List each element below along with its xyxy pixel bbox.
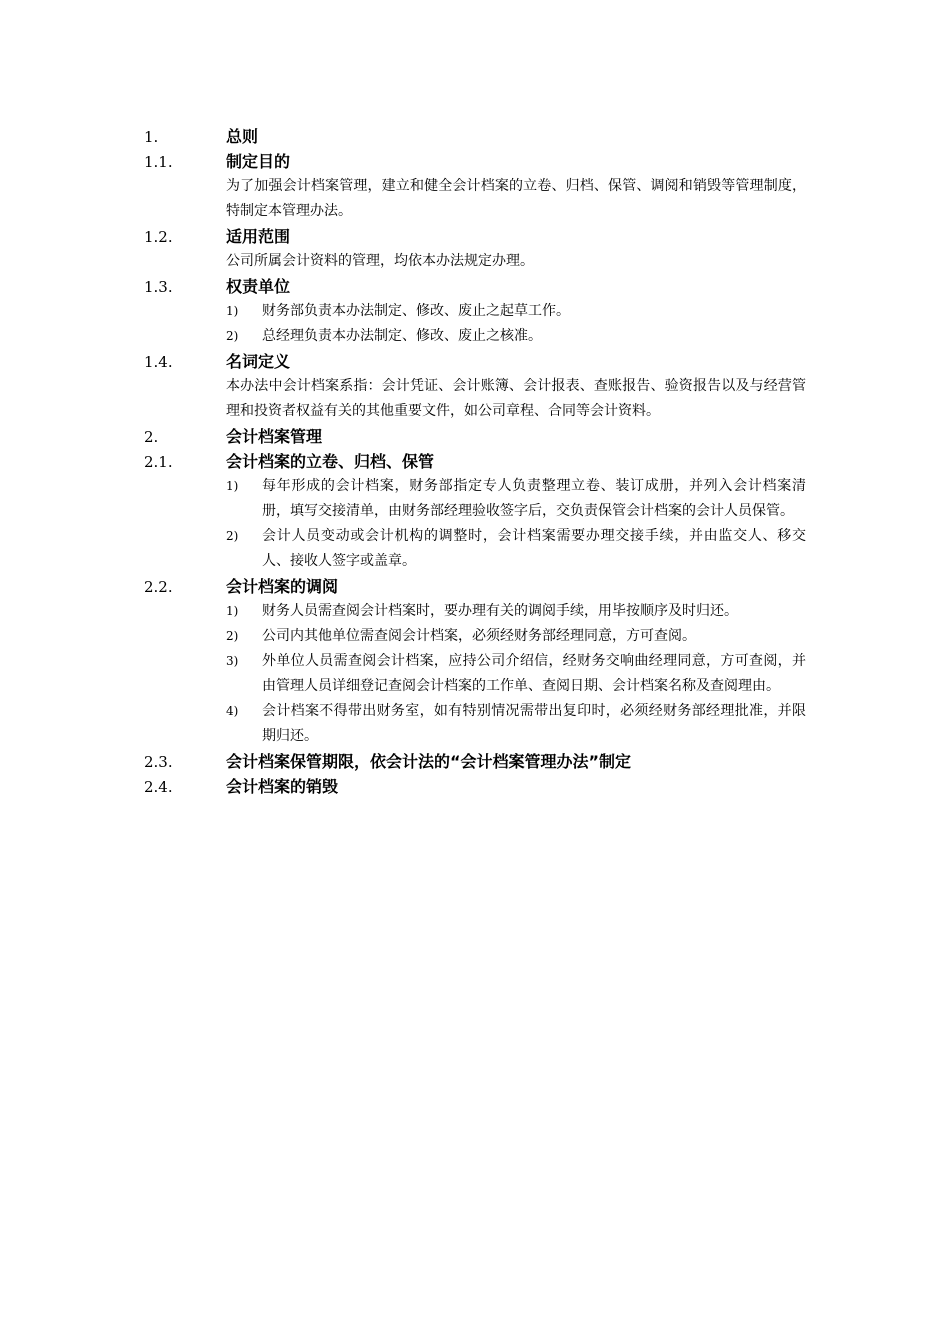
paragraph-purpose: 为了加强会计档案管理，建立和健全会计档案的立卷、归档、保管、调阅和销毁等管理制度，特制定本管理办法。: [226, 178, 806, 219]
responsibility-list: [226, 299, 806, 349]
list-item: [226, 599, 806, 624]
retrieval-list: [226, 599, 806, 749]
subsection-heading-1-4: [144, 349, 806, 374]
section-heading-2: [144, 424, 806, 449]
list-text: 财务部负责本办法制定、修改、废止之起草工作。: [262, 303, 570, 319]
list-item: [226, 324, 806, 349]
subsection-number: 2.4.: [144, 778, 173, 796]
list-marker: 4): [226, 704, 239, 718]
section-number: 1.: [144, 128, 159, 146]
subsection-number: 1.4.: [144, 353, 173, 371]
subsection-heading-1-1: [144, 149, 806, 174]
paragraph-scope: 公司所属会计资料的管理，均依本办法规定办理。: [226, 253, 534, 269]
list-text: 会计人员变动或会计机构的调整时，会计档案需要办理交接手续，并由监交人、移交人、接收人签字或盖章。: [262, 528, 806, 569]
list-marker: 1): [226, 479, 239, 493]
list-item: [226, 649, 806, 699]
list-marker: 2): [226, 629, 239, 643]
list-text: 财务人员需查阅会计档案时，要办理有关的调阅手续，用毕按顺序及时归还。: [262, 603, 738, 619]
list-marker: 1): [226, 604, 239, 618]
subsection-number: 2.2.: [144, 578, 173, 596]
list-marker: 2): [226, 329, 239, 343]
section-title: 会计档案管理: [226, 427, 323, 446]
list-text: 每年形成的会计档案，财务部指定专人负责整理立卷、装订成册，并列入会计档案清册，填写交接清单，由财务部经理验收签字后，交负责保管会计档案的会计人员保管。: [262, 478, 806, 519]
subsection-title: 权责单位: [226, 277, 291, 296]
section-number: 2.: [144, 428, 159, 446]
subsection-heading-1-3: [144, 274, 806, 299]
list-marker: 2): [226, 529, 239, 543]
list-text: 会计档案不得带出财务室，如有特别情况需带出复印时，必须经财务部经理批准，并限期归还。: [262, 703, 806, 744]
list-item: [226, 524, 806, 574]
subsection-number: 1.2.: [144, 228, 173, 246]
list-item: [226, 624, 806, 649]
list-marker: 1): [226, 304, 239, 318]
subsection-heading-2-3: [144, 749, 806, 774]
list-item: [226, 699, 806, 749]
section-title: 总则: [226, 127, 259, 146]
subsection-title: 制定目的: [226, 152, 291, 171]
list-item: [226, 474, 806, 524]
subsection-title: 会计档案的调阅: [226, 577, 339, 596]
subsection-heading-2-1: [144, 449, 806, 474]
subsection-number: 1.1.: [144, 153, 173, 171]
list-text: 公司内其他单位需查阅会计档案，必须经财务部经理同意，方可查阅。: [262, 628, 696, 644]
subsection-title: 适用范围: [226, 227, 291, 246]
subsection-title: 名词定义: [226, 352, 291, 371]
subsection-heading-2-2: [144, 574, 806, 599]
paragraph-definitions: 本办法中会计档案系指：会计凭证、会计账簿、会计报表、查账报告、验资报告以及与经营管理和投资者权益有关的其他重要文件，如公司章程、合同等会计资料。: [226, 378, 806, 419]
subsection-title: 会计档案的立卷、归档、保管: [226, 452, 435, 471]
subsection-number: 2.1.: [144, 453, 173, 471]
archiving-list: [226, 474, 806, 574]
document-body: [144, 124, 806, 799]
subsection-heading-1-2: [144, 224, 806, 249]
subsection-number: 1.3.: [144, 278, 173, 296]
list-text: 外单位人员需查阅会计档案，应持公司介绍信，经财务交响曲经理同意，方可查阅，并由管理人员详细登记查阅会计档案的工作单、查阅日期、会计档案名称及查阅理由。: [262, 653, 806, 694]
subsection-title: 会计档案保管期限，依会计法的“会计档案管理办法”制定: [226, 752, 632, 771]
subsection-heading-2-4: [144, 774, 806, 799]
section-heading-1: [144, 124, 806, 149]
subsection-title: 会计档案的销毁: [226, 777, 339, 796]
list-text: 总经理负责本办法制定、修改、废止之核准。: [262, 328, 542, 344]
subsection-number: 2.3.: [144, 753, 173, 771]
list-item: [226, 299, 806, 324]
list-marker: 3): [226, 654, 239, 668]
